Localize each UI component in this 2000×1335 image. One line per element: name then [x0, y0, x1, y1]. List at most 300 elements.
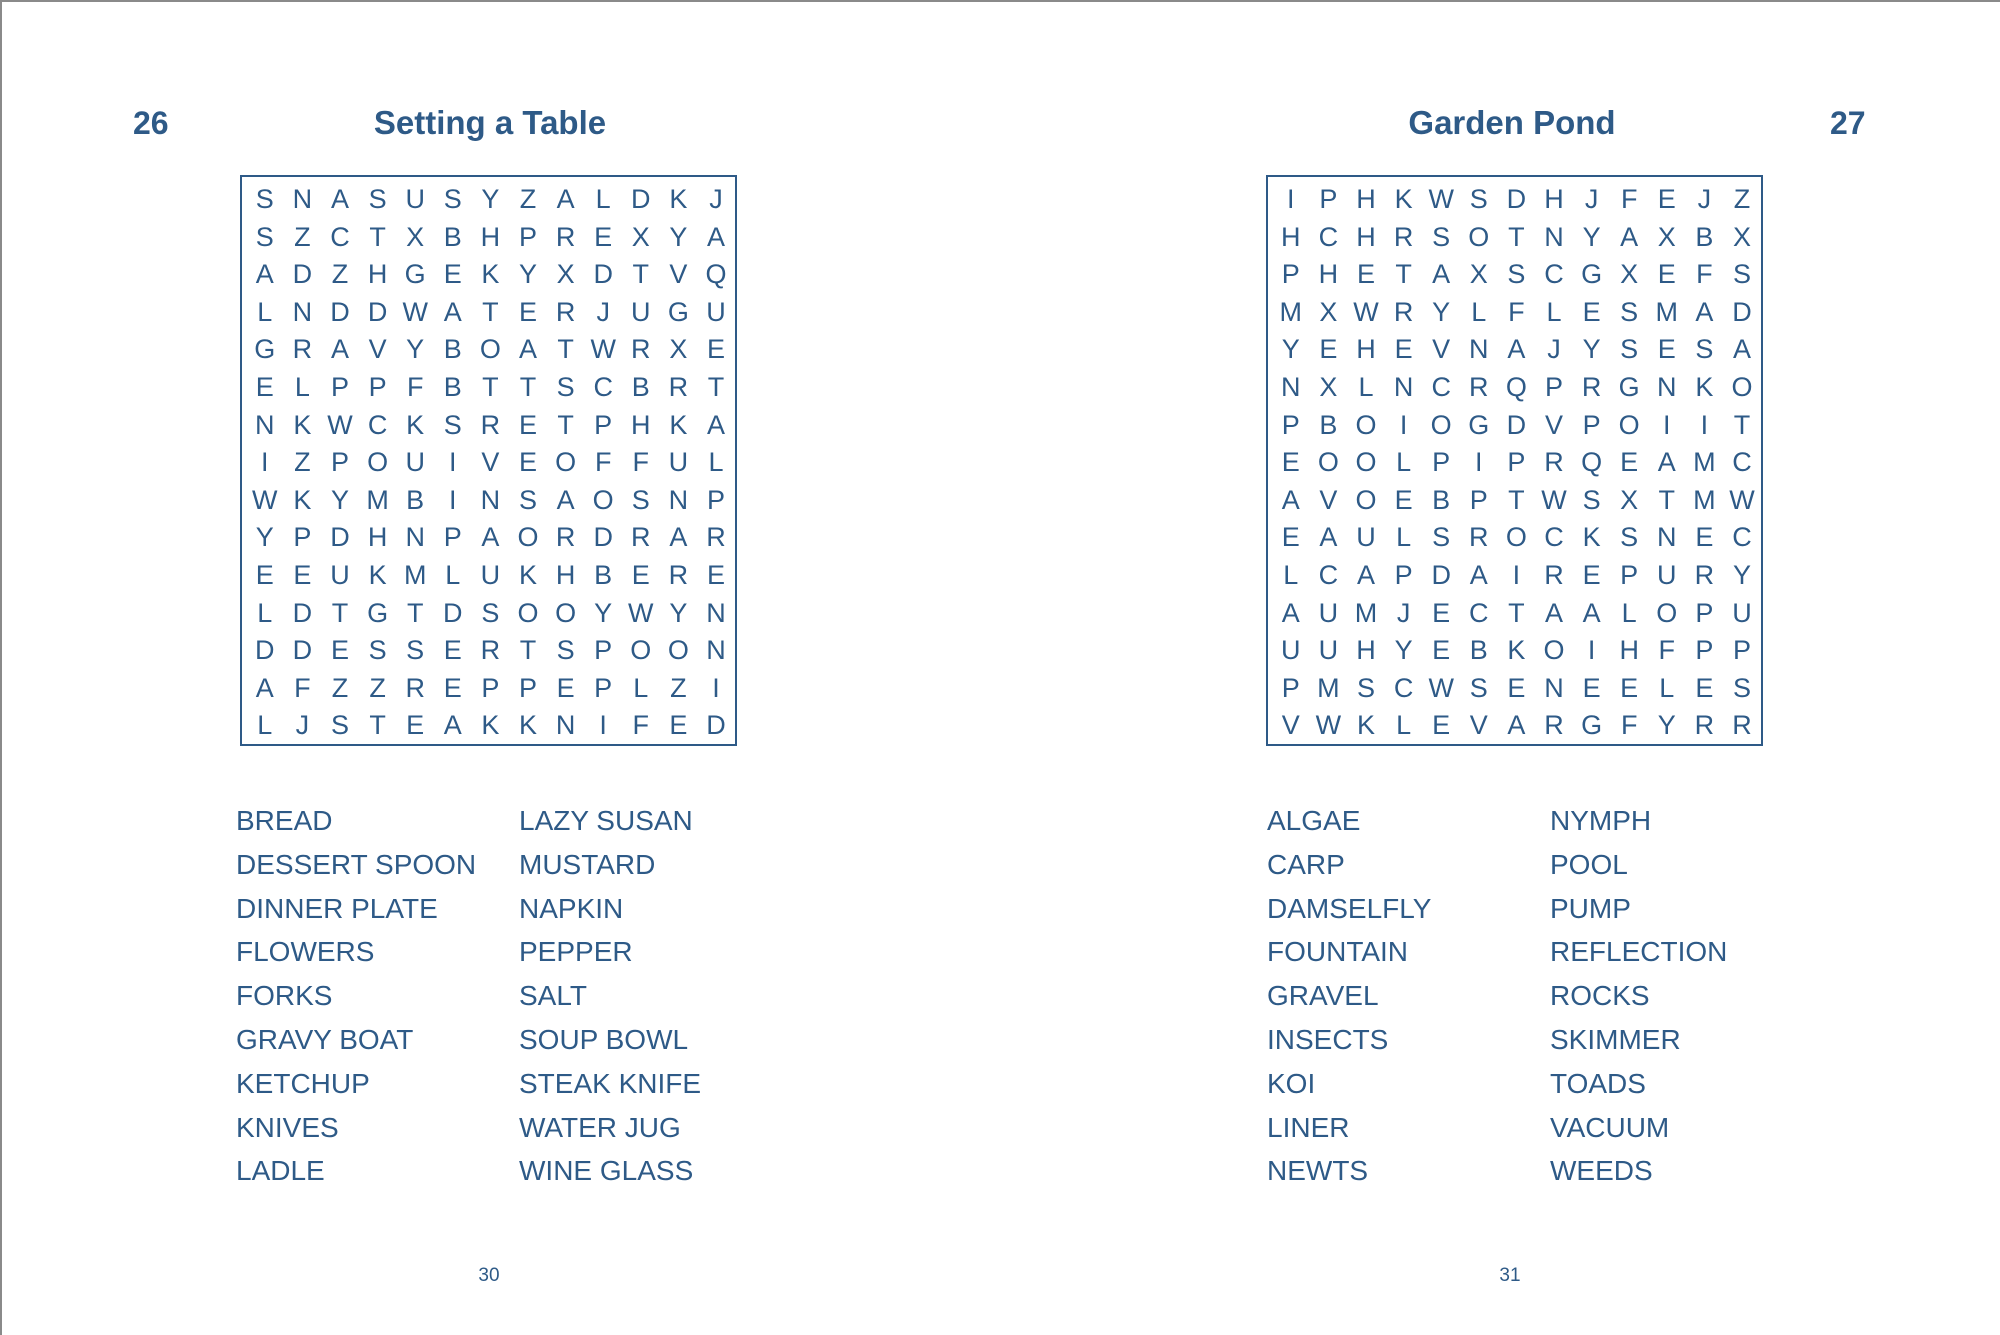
grid-letter: O [1355, 447, 1377, 478]
grid-letter: T [1508, 597, 1525, 628]
grid-letter: Y [594, 597, 613, 628]
grid-letter: Q [1505, 372, 1527, 402]
grid-letter: S [481, 597, 500, 628]
grid-row [1268, 632, 1761, 670]
grid-row [242, 369, 735, 407]
word-list-item: LINER [1267, 1111, 1350, 1143]
puzzle-number: 27 [1830, 105, 1866, 141]
grid-row [1268, 444, 1761, 482]
grid-letter: D [292, 635, 313, 666]
grid-letter: L [257, 597, 273, 628]
grid-letter: R [1694, 710, 1715, 741]
grid-letter: E [1620, 447, 1639, 478]
grid-letter: R [1694, 560, 1715, 590]
grid-letter: E [518, 409, 537, 440]
grid-letter: E [1281, 522, 1300, 553]
grid-row [242, 670, 735, 708]
grid-letter: E [1695, 672, 1714, 703]
grid-letter: D [367, 296, 388, 327]
grid-letter: I [1587, 635, 1596, 666]
grid-letter: E [255, 372, 274, 402]
grid-letter: L [1471, 296, 1487, 327]
page-folio: 31 [1499, 1265, 1521, 1286]
grid-letter: W [1353, 296, 1379, 327]
grid-letter: Y [330, 484, 349, 515]
grid-letter: S [1582, 484, 1601, 515]
grid-letter: Z [331, 672, 349, 703]
word-list-item: ALGAE [1267, 805, 1361, 836]
grid-letter: L [445, 560, 461, 590]
grid-letter: F [632, 710, 650, 741]
grid-row [1268, 595, 1761, 633]
grid-letter: L [1396, 710, 1412, 741]
grid-letter: F [1620, 184, 1638, 214]
grid-letter: S [1469, 672, 1488, 703]
grid-letter: P [1732, 635, 1751, 666]
grid-row [242, 181, 735, 219]
grid-letter: E [443, 672, 462, 703]
grid-letter: N [405, 522, 425, 553]
grid-letter: C [593, 372, 613, 402]
grid-row [242, 444, 735, 482]
grid-letter: H [1356, 334, 1376, 365]
grid-row [242, 557, 735, 595]
grid-row [1268, 181, 1761, 219]
grid-letter: B [406, 484, 425, 515]
puzzle-title: Garden Pond [1408, 104, 1616, 141]
grid-letter: C [330, 221, 350, 252]
grid-letter: A [330, 184, 349, 214]
grid-letter: K [481, 710, 500, 741]
grid-letter: E [1432, 710, 1451, 741]
grid-letter: N [1281, 372, 1301, 402]
word-list-item: FORKS [236, 980, 333, 1012]
grid-letter: S [1507, 259, 1526, 290]
word-list-item: SOUP BOWL [519, 1023, 689, 1055]
grid-letter: W [1315, 710, 1342, 741]
grid-letter: H [1356, 184, 1376, 214]
grid-letter: L [1621, 597, 1637, 628]
grid-row [1268, 407, 1761, 445]
grid-letter: E [1281, 447, 1300, 478]
grid-letter: W [1729, 484, 1755, 515]
grid-letter: E [1432, 597, 1451, 628]
grid-letter: I [1287, 184, 1295, 214]
grid-letter: F [1620, 710, 1638, 741]
grid-letter: Z [294, 221, 311, 252]
grid-letter: N [1469, 334, 1489, 365]
grid-letter: Y [1394, 635, 1413, 666]
grid-letter: Z [331, 259, 349, 290]
grid-letter: U [1281, 635, 1301, 666]
grid-letter: H [480, 221, 501, 252]
grid-letter: Q [705, 259, 727, 290]
grid-letter: S [368, 635, 387, 666]
grid-letter: J [596, 296, 610, 327]
grid-letter: V [669, 259, 688, 290]
grid-row [1268, 331, 1761, 369]
grid-letter: B [443, 334, 462, 365]
grid-letter: N [1657, 522, 1677, 553]
grid-letter: P [293, 522, 312, 553]
grid-letter: W [252, 484, 278, 515]
grid-letter: V [1432, 334, 1451, 365]
grid-letter: E [1356, 259, 1375, 290]
grid-letter: S [330, 710, 349, 741]
word-list-item: KETCHUP [236, 1067, 370, 1099]
grid-letter: I [261, 447, 269, 478]
grid-letter: W [590, 334, 616, 365]
word-list-item: FOUNTAIN [1267, 936, 1409, 968]
grid-row [1268, 256, 1761, 294]
grid-letter: W [1428, 184, 1454, 214]
grid-letter: M [1655, 296, 1679, 327]
grid-letter: S [556, 635, 575, 666]
grid-letter: E [293, 560, 312, 590]
grid-letter: E [1657, 334, 1676, 365]
grid-letter: R [1581, 372, 1602, 402]
grid-letter: A [443, 296, 462, 327]
grid-row [242, 707, 735, 745]
grid-letter: E [330, 635, 349, 666]
grid-letter: L [1283, 560, 1299, 590]
word-list-item: DESSERT SPOON [236, 848, 477, 880]
word-list-item: NYMPH [1550, 805, 1652, 836]
grid-letter: P [706, 484, 725, 515]
grid-letter: E [631, 560, 650, 590]
grid-letter: S [1620, 522, 1639, 553]
grid-letter: R [1544, 710, 1564, 741]
grid-letter: A [1281, 484, 1300, 515]
grid-letter: N [480, 484, 501, 515]
word-column-2 [519, 799, 809, 1193]
grid-row [1268, 519, 1761, 557]
grid-letter: S [556, 372, 575, 402]
grid-letter: U [631, 296, 651, 327]
grid-letter: K [669, 409, 688, 440]
grid-letter: M [1279, 296, 1303, 327]
grid-letter: I [1700, 409, 1709, 440]
grid-letter: E [406, 710, 425, 741]
grid-letter: O [555, 447, 577, 478]
grid-letter: O [1468, 221, 1490, 252]
grid-letter: G [1618, 372, 1640, 402]
grid-letter: S [406, 635, 425, 666]
grid-letter: Q [1581, 447, 1603, 478]
grid-letter: L [1659, 672, 1675, 703]
grid-letter: S [1695, 334, 1714, 365]
grid-letter: A [1732, 334, 1751, 365]
grid-letter: V [368, 334, 387, 365]
grid-letter: H [1281, 221, 1301, 252]
grid-letter: D [255, 635, 275, 666]
grid-letter: O [592, 484, 614, 515]
grid-letter: L [633, 672, 649, 703]
grid-letter: Z [294, 447, 311, 478]
grid-letter: C [1732, 522, 1752, 553]
grid-letter: G [1468, 409, 1490, 440]
grid-letter: F [294, 672, 311, 703]
grid-letter: D [706, 710, 726, 741]
grid-row [1268, 294, 1761, 332]
grid-letter: U [1657, 560, 1677, 590]
grid-letter: P [1432, 447, 1451, 478]
grid-letter: V [481, 447, 500, 478]
grid-letter: C [1544, 522, 1564, 553]
grid-row [1268, 219, 1761, 257]
grid-letter: J [1396, 597, 1411, 628]
grid-letter: A [518, 334, 537, 365]
grid-letter: A [1432, 259, 1451, 290]
grid-letter: W [1428, 672, 1454, 703]
grid-row [242, 595, 735, 633]
grid-letter: Y [406, 334, 425, 365]
grid-letter: R [480, 635, 501, 666]
grid-letter: D [330, 522, 350, 553]
grid-letter: V [1544, 409, 1563, 440]
grid-letter: R [292, 334, 313, 365]
grid-row [242, 294, 735, 332]
word-column-1 [236, 799, 526, 1193]
grid-letter: E [594, 221, 613, 252]
grid-letter: R [631, 334, 651, 365]
grid-letter: X [556, 259, 575, 290]
grid-letter: L [708, 447, 724, 478]
grid-letter: M [1693, 484, 1716, 515]
grid-letter: W [327, 409, 353, 440]
grid-letter: R [1544, 560, 1564, 590]
grid-letter: H [555, 560, 576, 590]
grid-row [242, 519, 735, 557]
grid-letter: X [631, 221, 650, 252]
word-column-1 [1267, 799, 1557, 1193]
grid-letter: R [1469, 372, 1489, 402]
grid-letter: A [1507, 710, 1526, 741]
grid-row [242, 482, 735, 520]
grid-letter: K [481, 259, 500, 290]
grid-letter: E [706, 560, 725, 590]
grid-letter: M [1317, 672, 1340, 703]
word-list-item: LAZY SUSAN [519, 805, 693, 836]
grid-letter: F [406, 372, 424, 402]
grid-letter: Z [1733, 184, 1751, 214]
grid-letter: H [631, 409, 651, 440]
grid-letter: B [594, 560, 613, 590]
grid-letter: A [1544, 597, 1563, 628]
grid-letter: B [1469, 635, 1488, 666]
grid-letter: E [255, 560, 274, 590]
grid-letter: S [1432, 522, 1451, 553]
grid-letter: K [1695, 372, 1714, 402]
grid-letter: O [555, 597, 577, 628]
grid-letter: Y [669, 597, 688, 628]
grid-letter: R [1393, 296, 1414, 327]
grid-letter: O [1505, 522, 1527, 553]
grid-letter: X [1319, 372, 1338, 402]
grid-letter: Z [369, 672, 386, 703]
grid-letter: A [1695, 296, 1714, 327]
grid-letter: P [594, 409, 613, 440]
grid-letter: A [255, 259, 274, 290]
grid-letter: N [292, 296, 313, 327]
grid-letter: P [518, 672, 537, 703]
grid-row [1268, 707, 1761, 745]
grid-letter: C [1393, 672, 1414, 703]
grid-letter: E [1582, 560, 1601, 590]
grid-letter: O [479, 334, 501, 365]
grid-letter: J [1584, 184, 1599, 214]
grid-letter: D [292, 259, 313, 290]
grid-letter: X [1732, 221, 1751, 252]
grid-letter: Y [481, 184, 500, 214]
grid-letter: T [1508, 484, 1525, 515]
grid-letter: E [1507, 672, 1526, 703]
word-list-item: CARP [1267, 848, 1345, 880]
grid-letter: G [1581, 259, 1603, 290]
grid-letter: E [1695, 522, 1714, 553]
grid-letter: R [555, 221, 576, 252]
grid-letter: U [1318, 597, 1339, 628]
word-list-item: MUSTARD [519, 848, 656, 880]
grid-letter: Y [1432, 296, 1451, 327]
grid-letter: R [668, 560, 689, 590]
grid-letter: T [632, 259, 650, 290]
word-list-item: SALT [519, 980, 587, 1012]
grid-letter: U [1318, 635, 1339, 666]
grid-letter: T [519, 635, 537, 666]
word-column-2 [1550, 799, 1840, 1193]
grid-letter: C [1732, 447, 1752, 478]
grid-letter: A [706, 409, 725, 440]
grid-letter: T [707, 372, 725, 402]
grid-letter: T [1395, 259, 1412, 290]
word-list-item: KOI [1267, 1067, 1316, 1099]
grid-letter: X [1319, 296, 1338, 327]
word-list-item: REFLECTION [1550, 936, 1728, 968]
grid-letter: E [1582, 672, 1601, 703]
grid-letter: A [556, 484, 575, 515]
grid-letter: H [1318, 259, 1339, 290]
grid-letter: M [366, 484, 389, 515]
grid-letter: O [1618, 409, 1640, 440]
grid-letter: R [1393, 221, 1414, 252]
grid-letter: Y [1582, 334, 1601, 365]
grid-letter: H [1356, 221, 1376, 252]
puzzle-number: 26 [133, 105, 169, 141]
grid-letter: I [449, 447, 457, 478]
grid-letter: F [1696, 259, 1713, 290]
grid-letter: N [1544, 672, 1564, 703]
grid-letter: D [1506, 409, 1527, 440]
grid-letter: P [1394, 560, 1413, 590]
grid-letter: N [1393, 372, 1414, 402]
grid-letter: S [1732, 672, 1751, 703]
grid-letter: P [481, 672, 500, 703]
word-list-item: POOL [1550, 848, 1628, 880]
grid-letter: T [557, 334, 574, 365]
grid-letter: B [443, 372, 462, 402]
word-list-item: VACUUM [1550, 1111, 1670, 1143]
grid-letter: A [1469, 560, 1488, 590]
grid-letter: P [594, 635, 613, 666]
grid-letter: F [632, 447, 650, 478]
grid-letter: Y [1657, 710, 1676, 741]
grid-letter: R [631, 522, 651, 553]
grid-letter: N [255, 409, 275, 440]
grid-letter: S [1732, 259, 1751, 290]
grid-letter: F [1508, 296, 1525, 327]
grid-letter: X [1620, 259, 1639, 290]
word-list-item: ROCKS [1550, 980, 1650, 1012]
grid-letter: I [449, 484, 457, 515]
page-folio: 30 [478, 1265, 500, 1286]
grid-letter: O [1317, 447, 1339, 478]
grid-letter: P [443, 522, 462, 553]
grid-letter: V [1469, 710, 1488, 741]
word-list-item: DAMSELFLY [1267, 892, 1432, 924]
grid-letter: E [1620, 672, 1639, 703]
grid-letter: U [1356, 522, 1376, 553]
grid-letter: A [1620, 221, 1639, 252]
grid-letter: E [1582, 296, 1601, 327]
grid-letter: H [367, 522, 388, 553]
grid-letter: C [1431, 372, 1451, 402]
grid-letter: O [1430, 409, 1452, 440]
grid-letter: Y [255, 522, 274, 553]
grid-letter: K [293, 484, 312, 515]
grid-letter: S [1356, 672, 1375, 703]
grid-letter: L [1358, 372, 1374, 402]
grid-row [1268, 670, 1761, 708]
grid-letter: P [1620, 560, 1639, 590]
grid-letter: Y [518, 259, 537, 290]
grid-letter: O [1731, 372, 1753, 402]
grid-letter: A [1356, 560, 1375, 590]
grid-letter: N [706, 635, 726, 666]
grid-letter: P [1319, 184, 1338, 214]
grid-letter: T [331, 597, 349, 628]
grid-letter: B [1319, 409, 1338, 440]
grid-letter: E [1432, 635, 1451, 666]
grid-row [242, 331, 735, 369]
grid-letter: I [1663, 409, 1671, 440]
grid-letter: E [556, 672, 575, 703]
grid-letter: N [555, 710, 576, 741]
letter-grid [1266, 175, 1763, 746]
grid-letter: T [406, 597, 424, 628]
grid-letter: Y [1582, 221, 1601, 252]
grid-letter: E [706, 334, 725, 365]
grid-letter: O [517, 522, 539, 553]
word-list-item: FLOWERS [236, 936, 375, 968]
word-list-item: PUMP [1550, 892, 1631, 924]
grid-letter: O [1355, 484, 1377, 515]
grid-letter: F [594, 447, 612, 478]
grid-letter: E [1657, 259, 1676, 290]
grid-letter: D [593, 522, 613, 553]
grid-letter: T [519, 372, 537, 402]
grid-letter: K [669, 184, 688, 214]
grid-letter: A [669, 522, 688, 553]
grid-letter: G [667, 296, 689, 327]
word-list-item: TOADS [1550, 1067, 1646, 1099]
grid-letter: C [1318, 560, 1339, 590]
grid-letter: K [1356, 710, 1375, 741]
grid-letter: K [293, 409, 312, 440]
grid-letter: A [1657, 447, 1676, 478]
grid-letter: X [1469, 259, 1488, 290]
grid-letter: G [1581, 710, 1603, 741]
